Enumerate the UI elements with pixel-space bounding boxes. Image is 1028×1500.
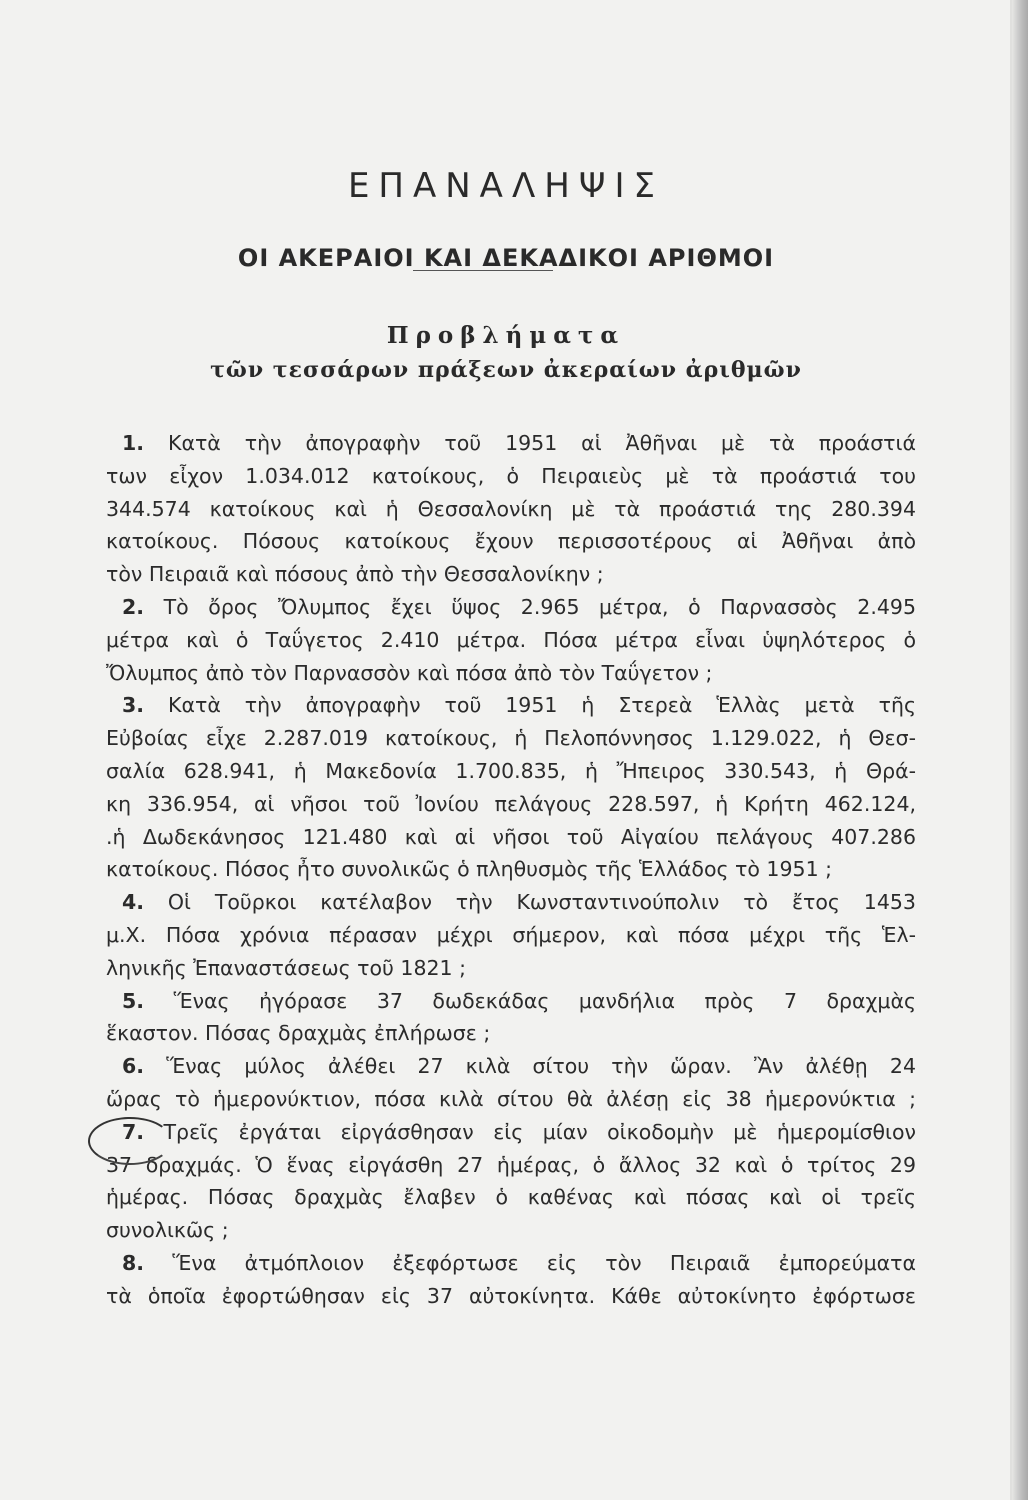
problem-number: 2.: [122, 594, 145, 619]
problem-line: σαλία 628.941, ἡ Μακεδονία 1.700.835, ἡ Ἤπειρος 330.543, ἡ Θρά-: [106, 758, 916, 783]
problem-line: 344.574 κατοίκους καὶ ἡ Θεσσαλονίκη μὲ τὰ προάστιά της 280.394: [106, 496, 916, 521]
problem-line: ὥρας τὸ ἡμερονύκτιον, πόσα κιλὰ σίτου θὰ ἀλέσῃ εἰς 38 ἡμερονύκτια ;: [106, 1086, 916, 1111]
page-title: ΕΠΑΝΑΛΗΨΙΣ: [347, 165, 665, 206]
problem-number: 1.: [122, 431, 145, 455]
problem-line: τὸν Πειραιᾶ καὶ πόσους ἀπὸ τὴν Θεσσαλονίκην ;: [106, 562, 604, 587]
handwritten-circle-mark: [88, 1117, 172, 1165]
page-edge: [1012, 0, 1028, 1500]
problem-line: τὰ ὁποῖα ἐφορτώθησαν εἰς 37 αὐτοκίνητα. Κάθε αὐτοκίνητο ἐφόρτωσε: [106, 1283, 916, 1308]
problem-line: 7. Τρεῖς ἐργάται εἰργάσθησαν εἰς μίαν οἰκοδομὴν μὲ ἡμερομίσθιον: [122, 1119, 916, 1144]
problem-number: 8.: [122, 1250, 145, 1275]
problem-line: .ἡ Δωδεκάνησος 121.480 καὶ αἱ νῆσοι τοῦ Αἰγαίου πελάγους 407.286: [106, 824, 916, 849]
problem-number: 4.: [122, 890, 145, 915]
problem-line: ἡμέρας. Πόσας δραχμὰς ἔλαβεν ὁ καθένας καὶ πόσας καὶ οἱ τρεῖς: [106, 1185, 916, 1210]
problem-line: κατοίκους. Πόσους κατοίκους ἔχουν περισσοτέρους αἱ Ἀθῆναι ἀπὸ: [106, 529, 916, 554]
problem-number: 7.: [122, 1119, 145, 1144]
problem-line: συνολικῶς ;: [106, 1218, 229, 1243]
problem-number: 6.: [122, 1054, 145, 1079]
problem-line: Ὄλυμπος ἀπὸ τὸν Παρνασσὸν καὶ πόσα ἀπὸ τὸν Ταΰγετον ;: [106, 660, 713, 685]
section-heading: Προβλήματα: [386, 322, 626, 349]
problem-line: μ.Χ. Πόσα χρόνια πέρασαν μέχρι σήμερον, καὶ πόσα μέχρι τῆς Ἑλ-: [106, 922, 916, 947]
problem-line: 6. Ἕνας μύλος ἀλέθει 27 κιλὰ σίτου τὴν ὥραν. Ἂν ἀλέθῃ 24: [122, 1054, 916, 1079]
problem-line: ἕκαστον. Πόσας δραχμὰς ἐπλήρωσε ;: [106, 1021, 491, 1046]
problem-list: [106, 427, 916, 1313]
problem-line: κατοίκους. Πόσος ἦτο συνολικῶς ὁ πληθυσμὸς τῆς Ἑλλάδος τὸ 1951 ;: [106, 857, 833, 882]
problem-line: Εὐβοίας εἶχε 2.287.019 κατοίκους, ἡ Πελοπόννησος 1.129.022, ἡ Θεσ-: [106, 726, 916, 751]
divider: [413, 270, 553, 271]
problem-number: 3.: [122, 693, 145, 718]
problem-line: 8. Ἕνα ἀτμόπλοιον ἐξεφόρτωσε εἰς τὸν Πειραιᾶ ἐμπορεύματα: [122, 1250, 916, 1275]
problem-line: 1. Κατὰ τὴν ἀπογραφὴν τοῦ 1951 αἱ Ἀθῆναι μὲ τὰ προάστιά: [122, 431, 916, 455]
problem-line: 2. Τὸ ὄρος Ὄλυμπος ἔχει ὕψος 2.965 μέτρα, ὁ Παρνασσὸς 2.495: [122, 594, 916, 619]
problem-number: 5.: [122, 988, 145, 1013]
problem-line: 3. Κατὰ τὴν ἀπογραφὴν τοῦ 1951 ἡ Στερεὰ Ἑλλὰς μετὰ τῆς: [122, 693, 916, 718]
problem-line: των εἶχον 1.034.012 κατοίκους, ὁ Πειραιεὺς μὲ τὰ προάστιά του: [106, 463, 916, 488]
problem-line: κη 336.954, αἱ νῆσοι τοῦ Ἰονίου πελάγους 228.597, ἡ Κρήτη 462.124,: [106, 791, 916, 816]
problem-line: 37 δραχμάς. Ὁ ἕνας εἰργάσθη 27 ἡμέρας, ὁ ἄλλος 32 καὶ ὁ τρίτος 29: [106, 1152, 916, 1177]
problem-line: 5. Ἕνας ἠγόρασε 37 δωδεκάδας μανδήλια πρὸς 7 δραχμὰς: [122, 988, 916, 1013]
problem-line: 4. Οἱ Τοῦρκοι κατέλαβον τὴν Κωνσταντινούπολιν τὸ ἔτος 1453: [122, 890, 916, 915]
section-subheading: τῶν τεσσάρων πράξεων ἀκεραίων ἀριθμῶν: [210, 357, 802, 383]
chapter-subtitle: ΟΙ ΑΚΕΡΑΙΟΙ ΚΑΙ ΔΕΚΑΔΙΚΟΙ ΑΡΙΘΜΟΙ: [237, 243, 775, 272]
problem-line: ληνικῆς Ἐπαναστάσεως τοῦ 1821 ;: [106, 955, 467, 980]
problem-line: μέτρα καὶ ὁ Ταΰγετος 2.410 μέτρα. Πόσα μέτρα εἶναι ὑψηλότερος ὁ: [106, 627, 916, 652]
